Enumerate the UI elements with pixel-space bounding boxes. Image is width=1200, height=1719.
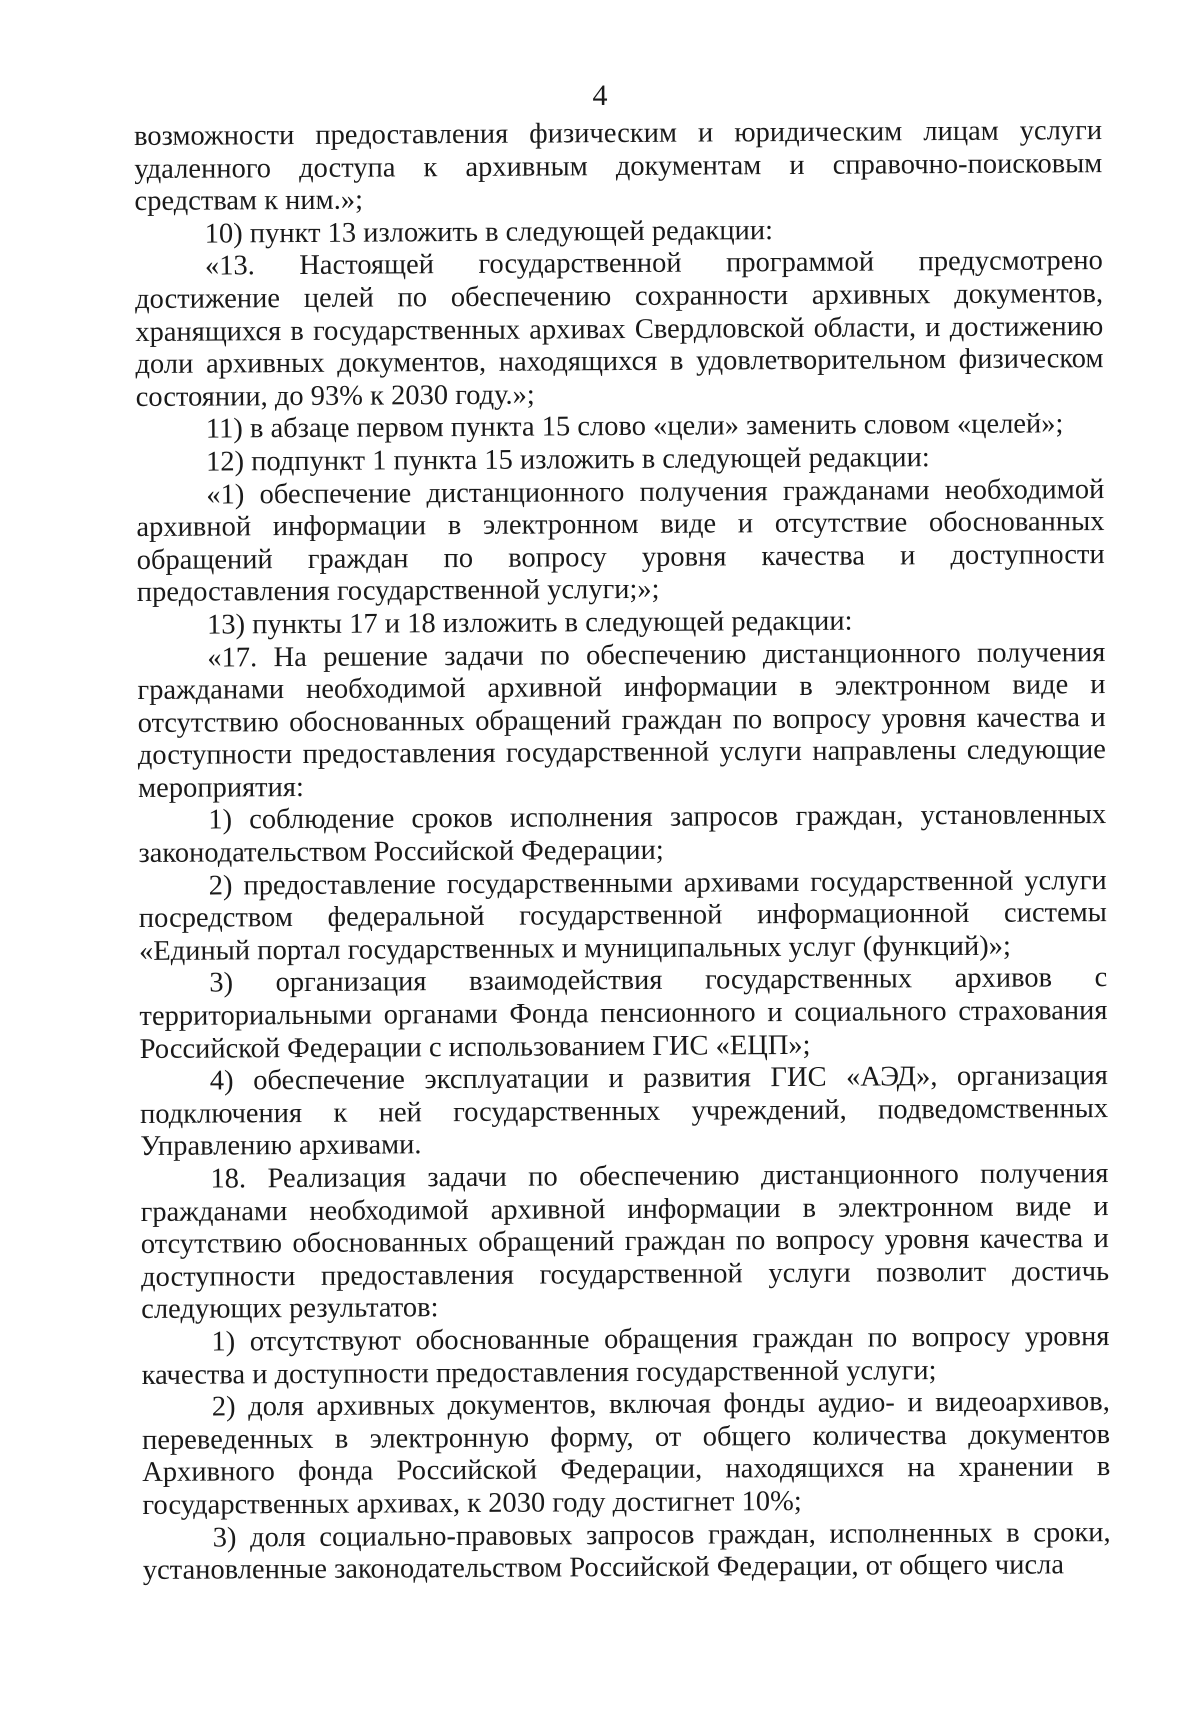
document-body [134,115,1111,1588]
paragraph: 2) предоставление государственными архивами государственной услуги посредством федеральной государственной информационной системы «Единый портал государственных и муниципальных услуг (функций)»; [138,864,1107,967]
paragraph: «1) обеспечение дистанционного получения гражданами необходимой архивной информации в электронном виде и отсутствие обоснованных обращений граждан по вопросу уровня качества и доступности предоставления государственной услуги;»; [136,473,1105,609]
paragraph: 12) подпункт 1 пункта 15 изложить в следующей редакции: [205,442,930,478]
paragraph: «17. На решение задачи по обеспечению дистанционного получения гражданами необходимой архивной информации в электронном виде и отсутствию обоснованных обращений граждан по вопросу уровня качества и доступности предоставления государственной услуги направлены следующие мероприятия: [137,636,1106,804]
paragraph: 18. Реализация задачи по обеспечению дистанционного получения гражданами необходимой архивной информации в электронном виде и отсутствию обоснованных обращений граждан по вопросу уровня качества и доступности предоставления государственной услуги позволит достичь следующих результатов: [140,1158,1110,1326]
paragraph: 3) организация взаимодействия государственных архивов с территориальными органами Фонда пенсионного и социального страхования Российской Федерации с использованием ГИС «ЕЦП»; [139,962,1108,1065]
paragraph: 13) пункты 17 и 18 изложить в следующей редакции: [206,605,853,641]
paragraph: 3) доля социально-правовых запросов граждан, исполненных в сроки, установленные законодательством Российской Федерации, от общего числа [142,1516,1111,1587]
page-number: 4 [592,79,608,112]
paragraph: 1) соблюдение сроков исполнения запросов граждан, установленных законодательством Российской Федерации; [138,799,1107,870]
paragraph: 10) пункт 13 изложить в следующей редакции: [204,214,774,250]
paragraph: 11) в абзаце первом пункта 15 слово «цели» заменить словом «целей»; [205,408,1064,445]
paragraph: 2) доля архивных документов, включая фонды аудио- и видеоархивов, переведенных в электронную форму, от общего количества документов Архивного фонда Российской Федерации, находящихся на хранении в государственных архивах, к 2030 году достигнет 10%; [141,1386,1111,1521]
paragraph: возможности предоставления физическим и юридическим лицам услуги удаленного доступа к архивным документам и справочно-поисковым средствам к ним.»; [134,115,1103,218]
paragraph: 4) обеспечение эксплуатации и развития ГИС «АЭД», организация подключения к ней государственных учреждений, подведомственных Управлению архивами. [139,1060,1109,1163]
paragraph: «13. Настоящей государственной программой предусмотрено достижение целей по обеспечению сохранности архивных документов, хранящихся в государственных архивах Свердловской области, и достижению доли архивных документов, находящихся в удовлетворительном физическом состоянии, до 93% к 2030 году.»; [134,245,1104,413]
paragraph: 1) отсутствуют обоснованные обращения граждан по вопросу уровня качества и доступности предоставления государственной услуги; [141,1321,1110,1391]
